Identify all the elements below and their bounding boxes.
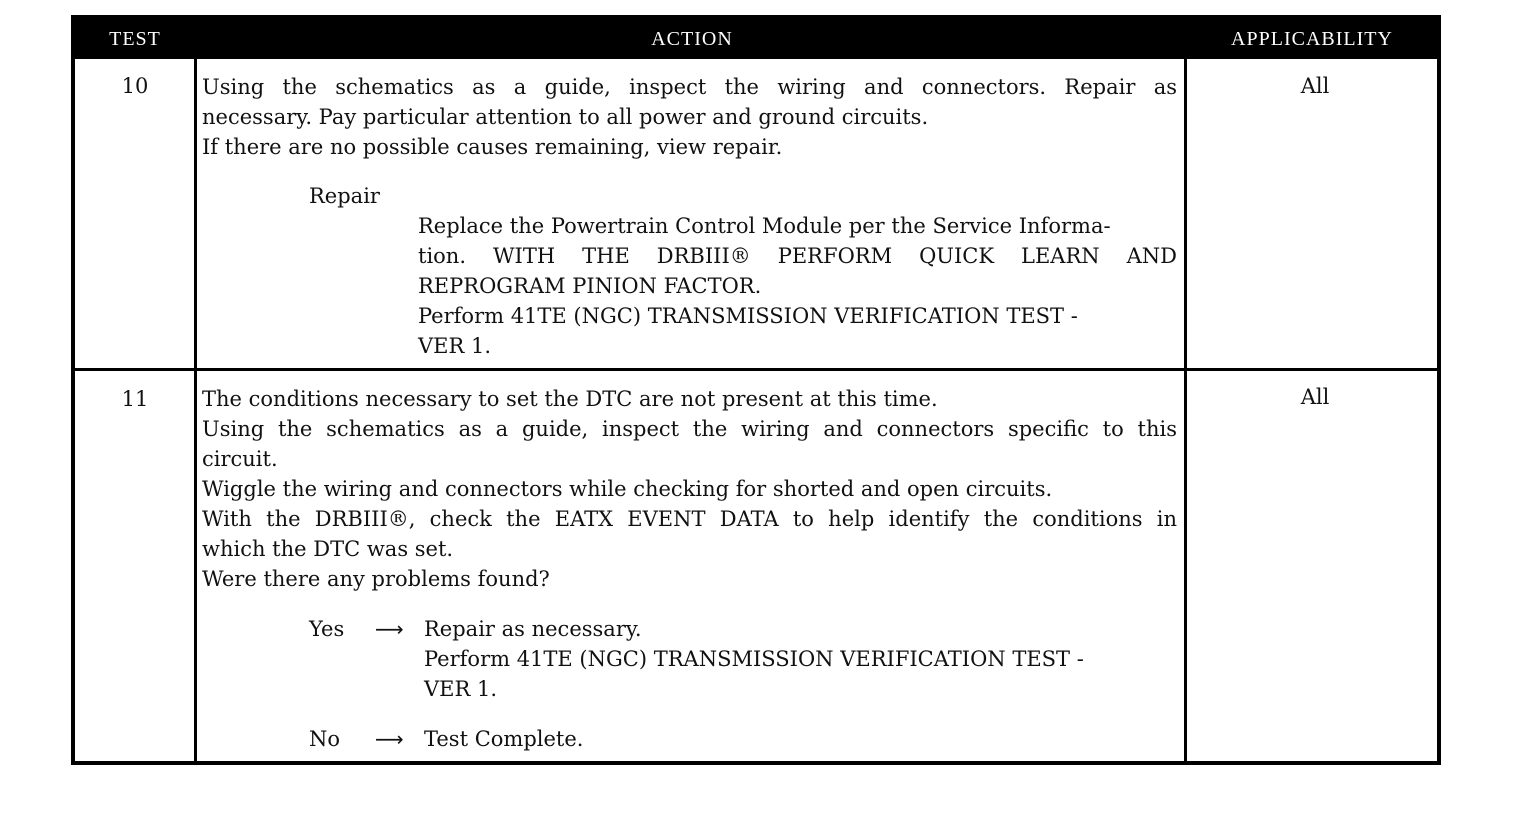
action-line: The conditions necessary to set the DTC are not present at this time. <box>202 387 938 411</box>
column-divider-applicability <box>1184 59 1187 765</box>
action-line: Were there any problems found? <box>202 567 550 591</box>
action-line: Wiggle the wiring and connectors while checking for shorted and open circuits. <box>202 477 1053 501</box>
yes-line: Perform 41TE (NGC) TRANSMISSION VERIFICATION TEST - <box>424 647 1084 671</box>
test-number: 10 <box>121 74 149 98</box>
action-line: Using the schematics as a guide, inspect the wiring and connectors. Repair as <box>202 75 1177 99</box>
repair-label: Repair <box>309 184 380 208</box>
no-line: Test Complete. <box>424 727 584 751</box>
action-line: With the DRBIII®, check the EATX EVENT DATA to help identify the conditions in <box>202 507 1177 531</box>
action-line: If there are no possible causes remaining, view repair. <box>202 135 783 159</box>
repair-line: VER 1. <box>418 334 492 358</box>
action-line: circuit. <box>202 447 278 471</box>
right-arrow-icon: ⟶ <box>375 727 404 751</box>
repair-line: REPROGRAM PINION FACTOR. <box>418 274 762 298</box>
row-divider <box>75 368 1437 371</box>
header-test: TEST <box>109 28 161 50</box>
applicability-value: All <box>1300 74 1330 98</box>
yes-label: Yes <box>309 617 345 641</box>
action-line: necessary. Pay particular attention to all power and ground circuits. <box>202 105 929 129</box>
action-line: Using the schematics as a guide, inspect the wiring and connectors specific to this <box>202 417 1177 441</box>
test-table <box>71 15 1441 765</box>
repair-line: Perform 41TE (NGC) TRANSMISSION VERIFICATION TEST - <box>418 304 1078 328</box>
no-label: No <box>309 727 341 751</box>
header-applicability: APPLICABILITY <box>1231 28 1393 50</box>
right-arrow-icon: ⟶ <box>375 617 404 641</box>
table-header <box>75 19 1437 59</box>
repair-line: Replace the Powertrain Control Module per the Service Informa- <box>418 214 1111 238</box>
repair-line: tion. WITH THE DRBIII® PERFORM QUICK LEARN AND <box>418 244 1177 268</box>
action-line: which the DTC was set. <box>202 537 454 561</box>
applicability-value: All <box>1300 385 1330 409</box>
yes-line: Repair as necessary. <box>424 617 642 641</box>
header-action: ACTION <box>651 28 733 50</box>
yes-line: VER 1. <box>424 677 498 701</box>
test-number: 11 <box>121 387 149 411</box>
